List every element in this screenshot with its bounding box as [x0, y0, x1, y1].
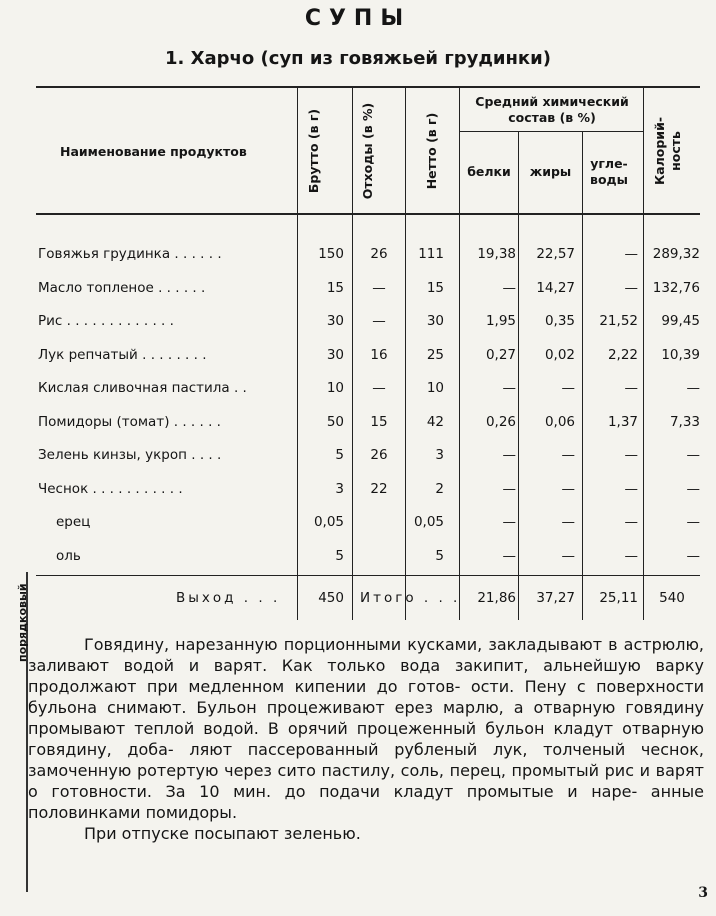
row-belki: — — [502, 547, 516, 564]
recipe-title: 1. Харчо (суп из говяжьей грудинки) — [165, 48, 551, 69]
row-uglevody: — — [624, 447, 638, 463]
row-netto: 111 — [418, 246, 444, 262]
row-kal: 99,45 — [661, 313, 700, 329]
row-belki: — — [502, 480, 516, 497]
row-otkhody: 16 — [370, 346, 388, 363]
row-kal: 7,33 — [669, 413, 700, 430]
row-belki: 1,95 — [485, 313, 516, 329]
row-kal: 289,32 — [652, 246, 700, 262]
total-top-rule — [36, 575, 700, 576]
row-kal: 10,39 — [661, 346, 700, 363]
row-zhiry: 0,02 — [544, 346, 575, 363]
row-kal: — — [686, 480, 700, 497]
row-zhiry: — — [561, 447, 575, 463]
chem-group-rule — [459, 131, 643, 132]
row-belki: — — [502, 279, 516, 296]
row-belki: 0,26 — [485, 413, 516, 430]
row-product-name: Лук репчатый . . . . . . . . — [38, 346, 207, 363]
row-belki: — — [502, 447, 516, 463]
header-netto: Нетто (в г) — [424, 112, 439, 190]
row-kal: — — [686, 547, 700, 564]
row-brutto: 5 — [335, 447, 344, 463]
row-kal: — — [686, 514, 700, 530]
row-product-name: Чеснок . . . . . . . . . . . — [38, 480, 183, 497]
row-kal: 132,76 — [652, 279, 700, 296]
header-zhiry: жиры — [529, 164, 572, 179]
row-netto: 10 — [426, 380, 444, 396]
row-product-name: Говяжья грудинка . . . . . . — [38, 246, 222, 262]
row-otkhody: 26 — [370, 447, 388, 463]
row-uglevody: — — [624, 547, 638, 564]
instructions — [28, 634, 704, 844]
row-uglevody: — — [624, 380, 638, 396]
row-netto: 2 — [435, 480, 444, 497]
row-kal: — — [686, 447, 700, 463]
row-brutto: 15 — [326, 279, 344, 296]
row-zhiry: 0,06 — [544, 413, 575, 430]
total-belki: 21,86 — [477, 590, 516, 606]
row-product-name: Кислая сливочная пастила . . — [38, 380, 247, 396]
total-uglevody: 25,11 — [599, 590, 638, 606]
section-title: СУПЫ — [304, 6, 412, 31]
row-netto: 0,05 — [413, 514, 444, 530]
row-belki: — — [502, 514, 516, 530]
total-zhiry: 37,27 — [536, 590, 575, 606]
row-brutto: 30 — [326, 346, 344, 363]
row-otkhody: — — [372, 313, 386, 329]
paragraph-1: Говядину, нарезанную порционными кусками, закладывают в астрюлю, заливают водой и варят. Как только вода закипит, альнейшую варку продолжают при медленном кипении до готов- ости. Пену с поверхности бульона снимают. Бульон процеживают ерез марлю, а отварную говядину промывают теплой водой. В орячий процеженный бульон кладут отварную говядину, доба- ляют пассерованный рубленый лук, толченый чеснок, замоченную ротертую через сито пастилу, соль, перец, промытый рис и варят о готовности. За 10 мин. до подачи кладут промытые и наре- анные половинками помидоры. — [28, 635, 704, 822]
row-zhiry: — — [561, 514, 575, 530]
row-brutto: 30 — [326, 313, 344, 329]
row-netto: 25 — [426, 346, 444, 363]
row-otkhody: — — [372, 279, 386, 296]
row-brutto: 50 — [326, 413, 344, 430]
side-tab — [14, 572, 40, 892]
row-brutto: 0,05 — [313, 514, 344, 530]
row-netto: 15 — [426, 279, 444, 296]
header-otkhody: Отходы (в %) — [360, 102, 375, 200]
header-name: Наименование продуктов — [60, 144, 247, 159]
row-zhiry: — — [561, 547, 575, 564]
total-kal: 540 — [659, 590, 685, 606]
row-netto: 5 — [435, 547, 444, 564]
row-uglevody: — — [624, 279, 638, 296]
row-netto: 42 — [426, 413, 444, 430]
row-brutto: 150 — [318, 246, 344, 262]
row-uglevody: 2,22 — [607, 346, 638, 363]
row-product-name: оль — [56, 547, 81, 564]
side-label: порядковый — [16, 583, 29, 662]
row-zhiry: — — [561, 480, 575, 497]
row-zhiry: — — [561, 380, 575, 396]
row-uglevody: — — [624, 480, 638, 497]
row-zhiry: 22,57 — [536, 246, 575, 262]
row-kal: — — [686, 380, 700, 396]
paragraph-2: При отпуске посыпают зеленью. — [84, 824, 361, 843]
total-itogo-label: Итого . . . — [360, 590, 461, 606]
row-brutto: 3 — [335, 480, 344, 497]
header-kaloriynost: Калорий- ность — [652, 116, 683, 186]
row-product-name: Зелень кинзы, укроп . . . . — [38, 447, 222, 463]
row-zhiry: 0,35 — [544, 313, 575, 329]
row-product-name: Рис . . . . . . . . . . . . . — [38, 313, 174, 329]
header-bottom-rule — [36, 213, 700, 215]
row-uglevody: — — [624, 246, 638, 262]
row-belki: 19,38 — [477, 246, 516, 262]
row-uglevody: 21,52 — [599, 313, 638, 329]
row-netto: 30 — [426, 313, 444, 329]
row-product-name: Помидоры (томат) . . . . . . — [38, 413, 221, 430]
total-vykhod-label: Выход . . . — [176, 590, 281, 606]
row-zhiry: 14,27 — [536, 279, 575, 296]
row-product-name: ерец — [56, 514, 91, 530]
row-uglevody: 1,37 — [607, 413, 638, 430]
header-brutto: Брутто (в г) — [306, 108, 321, 194]
row-otkhody: 15 — [370, 413, 388, 430]
row-uglevody: — — [624, 514, 638, 530]
page-number: 3 — [698, 885, 708, 901]
row-otkhody: — — [372, 380, 386, 396]
header-uglevody: угле- воды — [590, 156, 628, 187]
row-netto: 3 — [435, 447, 444, 463]
row-belki: — — [502, 380, 516, 396]
table-top-rule — [36, 86, 700, 88]
header-chem-group: Средний химический состав (в %) — [475, 94, 629, 125]
total-vykhod: 450 — [318, 590, 344, 606]
row-otkhody: 22 — [370, 480, 388, 497]
row-brutto: 5 — [335, 547, 344, 564]
header-belki: белки — [467, 164, 511, 179]
row-brutto: 10 — [326, 380, 344, 396]
row-otkhody: 26 — [370, 246, 388, 262]
row-belki: 0,27 — [485, 346, 516, 363]
row-product-name: Масло топленое . . . . . . — [38, 279, 206, 296]
